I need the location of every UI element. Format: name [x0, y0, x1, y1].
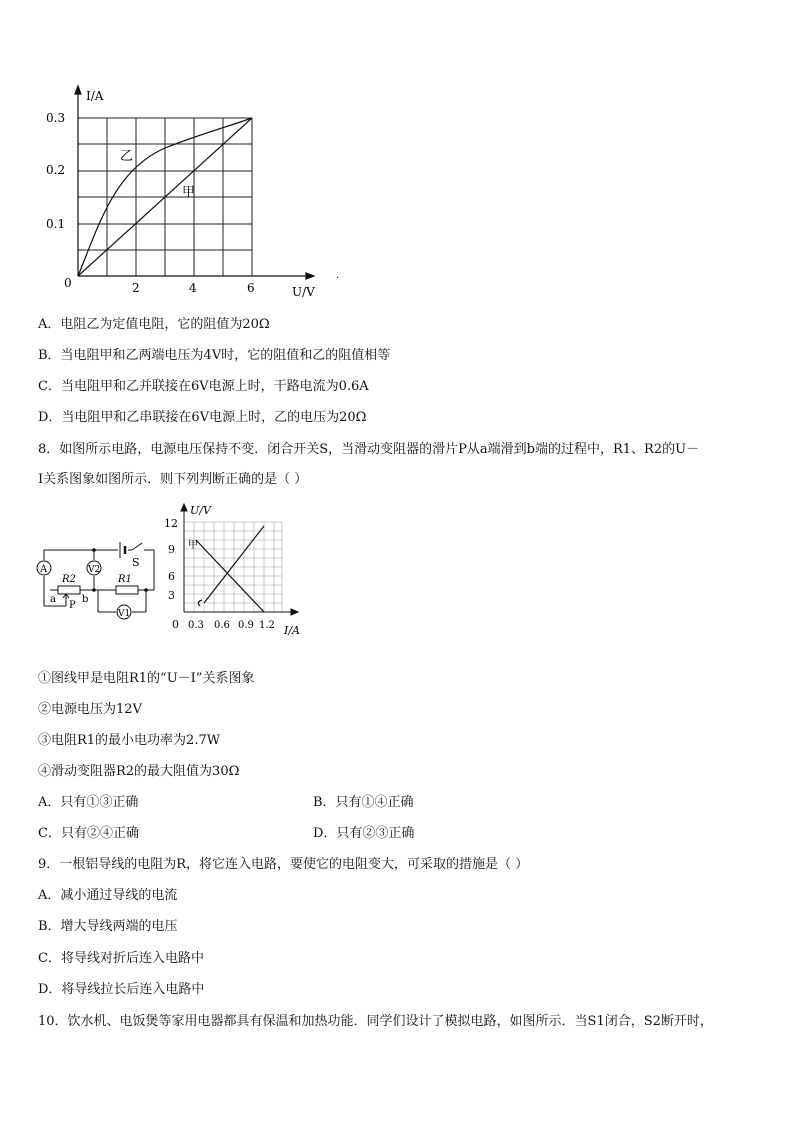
- q8-stem-line1: 8．如图所示电路，电源电压保持不变．闭合开关S，当滑动变阻器的滑片P从a端滑到b端的过程中，R1、R2的U－: [38, 442, 700, 457]
- q8-statement-2: ②电源电压为12V: [38, 702, 142, 717]
- q8-x-tick-0-6: 0.6: [214, 620, 230, 631]
- y-tick-0-3: 0.3: [46, 111, 66, 125]
- q8-x-axis-label: I/A: [284, 624, 300, 637]
- q8-y-tick-6: 6: [168, 570, 175, 583]
- q8-x-tick-1-2: 1.2: [259, 620, 275, 631]
- q9-option-d: D．将导线拉长后连入电路中: [38, 982, 205, 997]
- iu-graph: [40, 82, 350, 302]
- q8-x-tick-0-3: 0.3: [188, 620, 204, 631]
- q7-option-a: A．电阻乙为定值电阻，它的阻值为20Ω: [38, 317, 270, 332]
- q8-options-row-2: [38, 822, 598, 841]
- line-jia-label: 甲: [182, 185, 196, 200]
- q8-option-a: A．只有①③正确: [38, 795, 139, 810]
- q8-statement-1: ①图线甲是电阻R1的“U－I”关系图象: [38, 671, 255, 686]
- q8-statement-4: ④滑动变阻器R2的最大阻值为30Ω: [38, 764, 240, 779]
- q8-options-row-1: [38, 791, 598, 810]
- end-b-label: b: [82, 594, 89, 605]
- q8-y-tick-3: 3: [168, 589, 175, 602]
- x-tick-4: 4: [189, 281, 197, 295]
- q9-option-a: A．减小通过导线的电流: [38, 888, 178, 903]
- q8-y-tick-12: 12: [164, 517, 178, 530]
- switch-label: S: [132, 556, 140, 569]
- svg-text:.: .: [336, 270, 340, 281]
- y-tick-0-1: 0.1: [46, 217, 66, 231]
- slider-label: P: [69, 600, 76, 611]
- q10-stem: 10．饮水机、电饭煲等家用电器都具有保温和加热功能．同学们设计了模拟电路，如图所示．当S1闭合，S2断开时，: [38, 1014, 713, 1029]
- q8-circuit-diagram: [36, 536, 166, 632]
- q8-y-axis-label: U/V: [190, 504, 211, 517]
- r2-label: R2: [62, 574, 76, 585]
- q9-option-c: C．将导线对折后连入电路中: [38, 951, 204, 966]
- y-axis-label: I/A: [86, 89, 104, 103]
- q9-option-b: B．增大导线两端的电压: [38, 919, 178, 934]
- q8-option-d: D．只有②③正确: [313, 826, 415, 841]
- y-tick-0-2: 0.2: [46, 163, 66, 177]
- voltmeter2-label: V2: [88, 565, 101, 575]
- q8-option-b: B．只有①④正确: [313, 795, 414, 810]
- q8-line-jia-label: 甲: [188, 540, 198, 551]
- q8-x-tick-0-9: 0.9: [238, 620, 254, 631]
- ammeter-label: A: [40, 564, 48, 575]
- q7-option-d: D．当电阻甲和乙串联接在6V电源上时，乙的电压为20Ω: [38, 410, 367, 425]
- q9-stem: 9．一根铝导线的电阻为R，将它连入电路，要使它的电阻变大，可采取的措施是（ ）: [38, 857, 529, 872]
- origin-label: 0: [64, 276, 72, 290]
- curve-yi-label: 乙: [120, 149, 134, 164]
- x-axis-label: U/V: [292, 285, 315, 299]
- q7-option-b: B．当电阻甲和乙两端电压为4V时，它的阻值和乙的阻值相等: [38, 348, 391, 363]
- x-tick-6: 6: [247, 281, 255, 295]
- voltmeter1-label: V1: [118, 609, 131, 619]
- x-tick-2: 2: [132, 281, 140, 295]
- q8-stem-line2: I关系图象如图所示．则下列判断正确的是（ ）: [38, 472, 308, 487]
- q8-origin-label: 0: [172, 618, 179, 631]
- r1-label: R1: [118, 574, 132, 585]
- end-a-label: a: [50, 594, 56, 605]
- q8-y-tick-9: 9: [168, 543, 175, 556]
- q8-ui-graph: [160, 502, 310, 642]
- q8-option-c: C．只有②④正确: [38, 826, 139, 841]
- q8-statement-3: ③电阻R1的最小电功率为2.7W: [38, 733, 221, 748]
- q7-option-c: C．当电阻甲和乙并联接在6V电源上时，干路电流为0.6A: [38, 379, 369, 394]
